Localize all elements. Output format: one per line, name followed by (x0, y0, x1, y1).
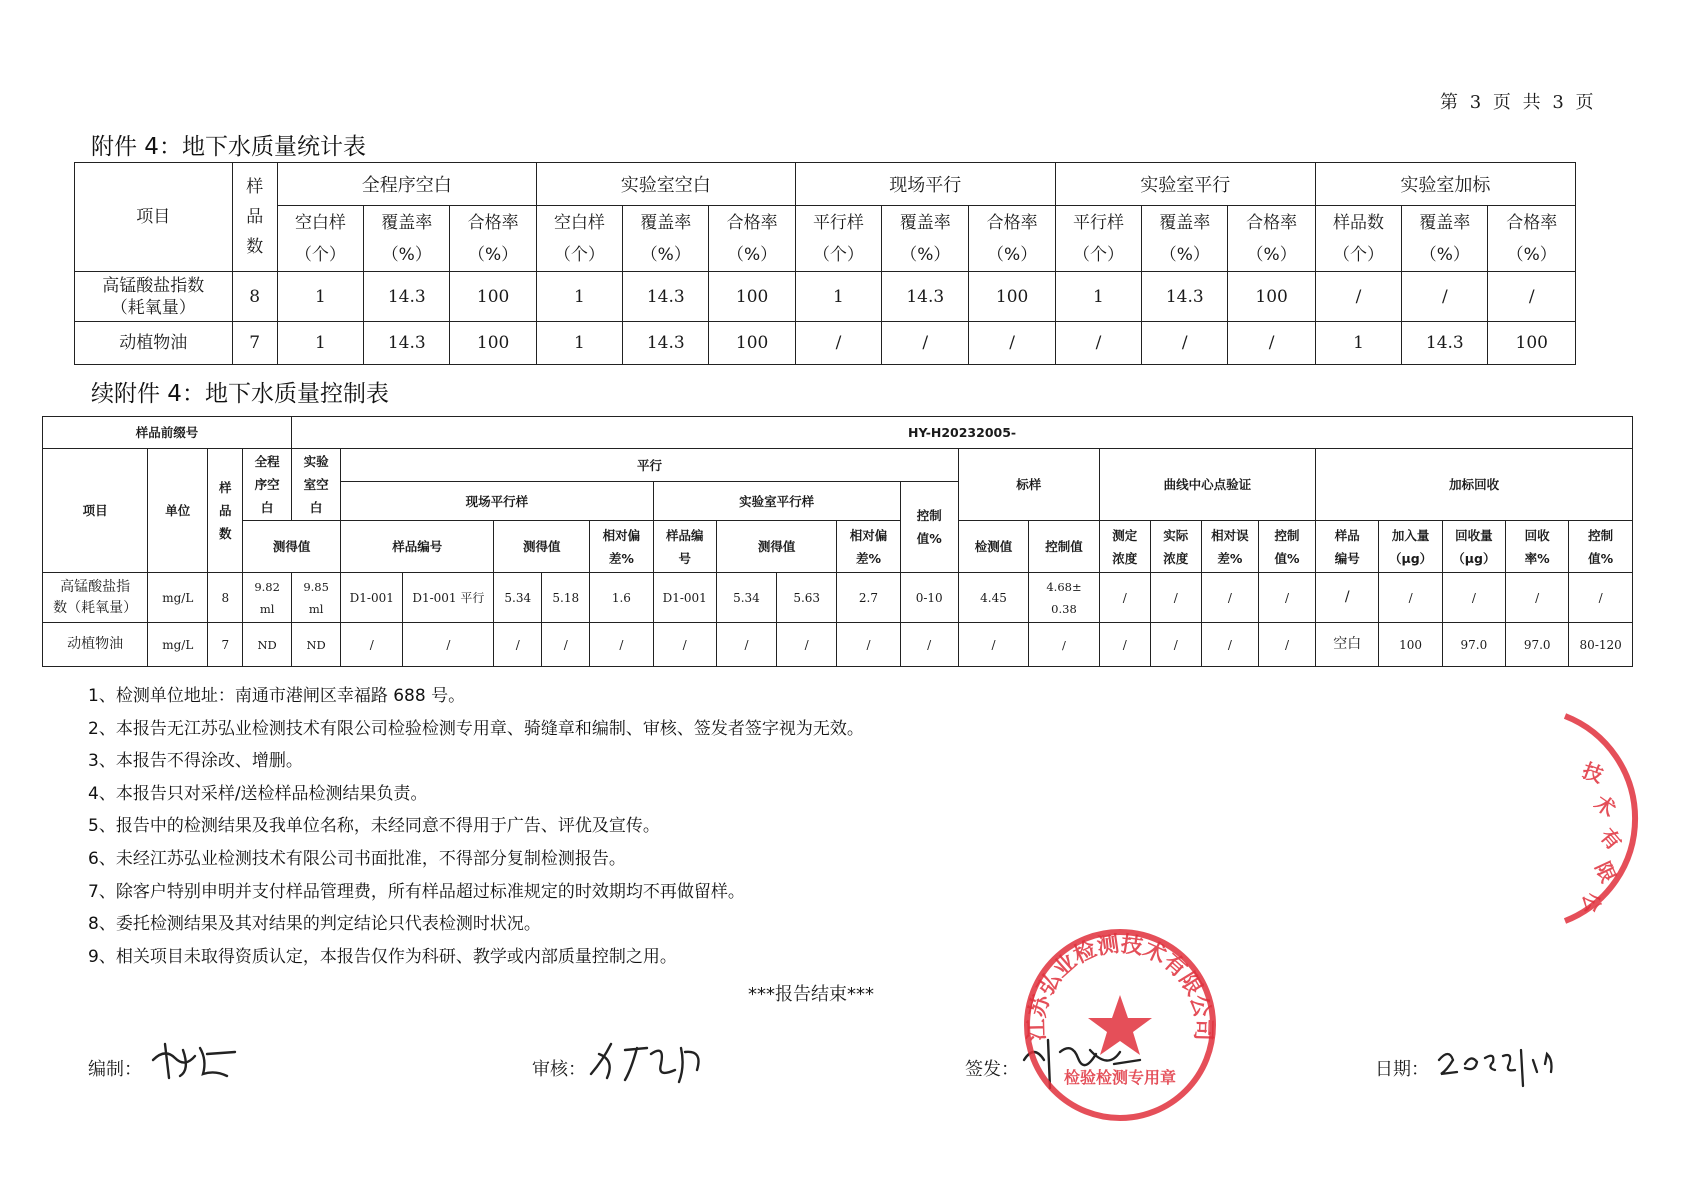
sub-header-line: 平行样 (812, 212, 864, 233)
table1-title: 附件 4：地下水质量统计表 (91, 134, 366, 160)
h-item: 项目 (43, 449, 148, 573)
row-value: 14.3 (1402, 322, 1488, 365)
row-std-ctrl (1029, 573, 1099, 623)
sub-header-line: 覆盖率 (1159, 212, 1211, 233)
sub-header (1402, 206, 1488, 272)
row-count: 8 (208, 573, 243, 623)
sub-header (1142, 206, 1228, 272)
group-header: 现场平行 (795, 163, 1055, 206)
report-end: ***报告结束*** (748, 984, 874, 1005)
svg-text:限: 限 (1590, 857, 1621, 887)
quality-control-table (42, 416, 1633, 667)
sub-header-line: 空白样 (553, 212, 605, 233)
col-count-header: 样品数 (232, 163, 277, 272)
compiled-signature-icon (145, 1030, 245, 1085)
row-item (43, 623, 148, 667)
note-item: 6、未经江苏弘业检测技术有限公司书面批准，不得部分复制检测报告。 (88, 848, 626, 869)
row-fp-no2: D1-001 平行 (403, 573, 494, 623)
h-curve: 曲线中心点验证 (1099, 449, 1315, 521)
row-fp-dev: 1.6 (590, 573, 653, 623)
row-lp-v1: / (716, 623, 776, 667)
sub-header (450, 206, 536, 272)
h-recovered-line: 回收量 (1455, 527, 1493, 543)
h-full-blank: 全程序空白 (243, 449, 292, 521)
sub-header-line: （个） (1332, 244, 1384, 265)
row-curve-value: / (1258, 573, 1315, 623)
row-curve-value: / (1099, 573, 1150, 623)
prefix-value: HY-H20232005- (292, 417, 1633, 449)
row-value: 100 (709, 322, 795, 365)
row-curve-value: / (1201, 623, 1258, 667)
row-value: / (882, 322, 969, 365)
sub-header-line: （%） (381, 244, 432, 265)
row-curve-value: / (1201, 573, 1258, 623)
compiled-label: 编制： (88, 1059, 142, 1080)
sub-header-line: （%） (640, 244, 691, 265)
row-item-line: 动植物油 (67, 636, 124, 652)
row-item-line: （耗氧量） (110, 297, 196, 318)
row-value: / (1315, 272, 1401, 322)
svg-text:技: 技 (1579, 758, 1607, 788)
sub-header-line: （个） (553, 244, 605, 265)
sub-header-line: 合格率 (1506, 212, 1558, 233)
row-fp-v1: / (494, 623, 542, 667)
row-spike-value: 空白 (1316, 623, 1379, 667)
row-curve-value: / (1150, 573, 1201, 623)
group-header: 实验室平行 (1055, 163, 1315, 206)
sub-header-line: （%） (1506, 244, 1557, 265)
h-add-unit: （μg） (1389, 550, 1433, 566)
h-ctrl-pct: 控制值% (1569, 521, 1633, 573)
sub-header (1488, 206, 1576, 272)
sub-header (1055, 206, 1141, 272)
reviewed-signature-icon (585, 1030, 715, 1090)
note-item: 7、除客户特别申明并支付样品管理费，所有样品超过标准规定的时效期均不再做留样。 (88, 881, 745, 902)
seam-seal-icon (1525, 706, 1675, 931)
h-rel-dev: 相对偏差% (837, 521, 900, 573)
row-std-ctrl-line: 0.38 (1051, 601, 1077, 616)
row-value: 1 (1055, 272, 1141, 322)
h-recovered (1442, 521, 1505, 573)
row-value: 1 (536, 322, 622, 365)
row-fp-v2: 5.18 (542, 573, 590, 623)
row-value: / (1142, 322, 1228, 365)
note-item: 4、本报告只对采样/送检样品检测结果负责。 (88, 783, 428, 804)
sub-header (709, 206, 795, 272)
page-number: 第 3 页 共 3 页 (1440, 92, 1597, 113)
row-fp-no1: D1-001 (341, 573, 403, 623)
row-fp-v2: / (542, 623, 590, 667)
row-value: 1 (536, 272, 622, 322)
svg-text:术: 术 (1590, 790, 1621, 822)
row-value: 14.3 (364, 322, 450, 365)
row-std-ctrl-line: 4.68± (1046, 579, 1082, 594)
h-measured: 测得值 (494, 521, 590, 573)
sub-header-line: 覆盖率 (899, 212, 951, 233)
h-spike: 加标回收 (1316, 449, 1633, 521)
row-curve-value: / (1099, 623, 1150, 667)
row-spike-value: / (1569, 573, 1633, 623)
row-lab-blank-line: ND (306, 637, 326, 652)
seal-type-text: 检验检测专用章 (1063, 1068, 1177, 1087)
row-count: 7 (232, 322, 277, 365)
row-spike-value: / (1442, 573, 1505, 623)
row-count: 7 (208, 623, 243, 667)
sub-header (623, 206, 709, 272)
company-seal-icon (1020, 925, 1220, 1125)
reviewed-label: 审核： (532, 1059, 586, 1080)
note-item: 3、本报告不得涂改、增删。 (88, 751, 303, 772)
row-value: / (1055, 322, 1141, 365)
row-std-ctrl (1029, 623, 1099, 667)
row-full-blank-line: ND (257, 637, 277, 652)
h-sample-no: 样品编号 (1316, 521, 1379, 573)
row-full-blank-line: 9.82 (254, 579, 280, 594)
h-rel-err: 相对误差% (1201, 521, 1258, 573)
row-item (75, 322, 233, 365)
row-curve-value: / (1258, 623, 1315, 667)
sub-header (969, 206, 1055, 272)
sub-header-line: 覆盖率 (381, 212, 433, 233)
sub-header-line: 合格率 (1246, 212, 1298, 233)
row-fp-no2: / (403, 623, 494, 667)
sub-header (1315, 206, 1401, 272)
row-value: / (1488, 272, 1576, 322)
prefix-label: 样品前缀号 (43, 417, 292, 449)
row-value: / (969, 322, 1055, 365)
row-count: 8 (232, 272, 277, 322)
sub-header-line: （%） (468, 244, 519, 265)
sub-header-line: （个） (1072, 244, 1124, 265)
h-recovered-unit: （μg） (1452, 550, 1496, 566)
note-item: 2、本报告无江苏弘业检测技术有限公司检验检测专用章、骑缝章和编制、审核、签发者签字视为无效。 (88, 718, 864, 739)
h-measured: 测得值 (243, 521, 341, 573)
h-recovery: 回收率% (1506, 521, 1569, 573)
row-lp-no: D1-001 (653, 573, 716, 623)
row-value: 100 (1488, 322, 1576, 365)
row-unit: mg/L (148, 573, 208, 623)
row-spike-value: / (1379, 573, 1442, 623)
row-lp-dev: / (837, 623, 900, 667)
row-value: 14.3 (364, 272, 450, 322)
row-value: 14.3 (1142, 272, 1228, 322)
row-lp-v1: 5.34 (716, 573, 776, 623)
sub-header-line: （个） (294, 244, 346, 265)
row-unit: mg/L (148, 623, 208, 667)
row-spike-value: 97.0 (1442, 623, 1505, 667)
svg-text:有: 有 (1595, 823, 1627, 855)
row-spike-value: 80-120 (1569, 623, 1633, 667)
group-header: 实验室加标 (1315, 163, 1575, 206)
row-full-blank-line: ml (259, 601, 275, 616)
h-parallel: 平行 (341, 449, 959, 482)
sub-header-line: （%） (1246, 244, 1297, 265)
row-lab-blank-line: ml (308, 601, 324, 616)
h-add-line: 加入量 (1391, 527, 1430, 543)
sub-header-line: （个） (812, 244, 864, 265)
sub-header-line: 样品数 (1332, 212, 1384, 233)
row-value: 100 (450, 322, 536, 365)
row-lp-v2: / (777, 623, 837, 667)
row-fp-dev: / (590, 623, 653, 667)
sub-header (364, 206, 450, 272)
sub-header-line: （%） (987, 244, 1038, 265)
row-value: 100 (450, 272, 536, 322)
col-item-header: 项目 (75, 163, 233, 272)
h-ctrl-val: 控制值 (1029, 521, 1099, 573)
sub-header (277, 206, 363, 272)
h-field-parallel: 现场平行样 (341, 482, 653, 521)
h-add (1379, 521, 1442, 573)
row-std-detect: 4.45 (958, 573, 1028, 623)
row-value: / (1228, 322, 1315, 365)
sub-header-line: 合格率 (726, 212, 778, 233)
quality-statistics-table (74, 162, 1576, 365)
row-fp-no1: / (341, 623, 403, 667)
row-spike-value: 100 (1379, 623, 1442, 667)
h-unit: 单位 (148, 449, 208, 573)
row-value: 100 (709, 272, 795, 322)
sub-header-line: （%） (1419, 244, 1470, 265)
sub-header-line: 合格率 (467, 212, 519, 233)
row-value: 1 (1315, 322, 1401, 365)
notes-list (88, 680, 864, 973)
row-lab-blank (292, 573, 341, 623)
sub-header-line: （%） (727, 244, 778, 265)
h-lab-blank: 实验室空白 (292, 449, 341, 521)
row-item-line: 数（耗氧量） (53, 599, 138, 616)
note-item: 9、相关项目未取得资质认定，本报告仅作为科研、教学或内部质量控制之用。 (88, 946, 677, 967)
row-lp-no: / (653, 623, 716, 667)
row-value: 1 (277, 272, 363, 322)
row-value: 1 (795, 272, 881, 322)
table2-title: 续附件 4：地下水质量控制表 (91, 381, 389, 407)
row-std-detect: / (958, 623, 1028, 667)
h-detect: 检测值 (958, 521, 1028, 573)
row-lp-v2: 5.63 (777, 573, 837, 623)
row-value: 14.3 (623, 272, 709, 322)
row-value: 1 (277, 322, 363, 365)
row-value: 14.3 (882, 272, 969, 322)
row-item-line: 高锰酸盐指数 (102, 275, 205, 296)
row-lp-dev: 2.7 (837, 573, 900, 623)
h-actual-conc: 实际浓度 (1150, 521, 1201, 573)
row-full-blank (243, 623, 292, 667)
h-sample-no: 样品编号 (653, 521, 716, 573)
row-lab-blank-line: 9.85 (303, 579, 329, 594)
row-item (75, 272, 233, 322)
h-sample-no: 样品编号 (341, 521, 494, 573)
h-count: 样品数 (208, 449, 243, 573)
sub-header-line: 空白样 (294, 212, 346, 233)
h-standard: 标样 (958, 449, 1099, 521)
sub-header (882, 206, 969, 272)
sub-header (536, 206, 622, 272)
row-fp-v1: 5.34 (494, 573, 542, 623)
row-std-ctrl-line: / (1062, 637, 1066, 652)
row-item (43, 573, 148, 623)
row-value: / (1402, 272, 1488, 322)
sub-header-line: 覆盖率 (640, 212, 692, 233)
row-spike-value: / (1316, 573, 1379, 623)
row-spike-value: 97.0 (1506, 623, 1569, 667)
sub-header-line: 平行样 (1072, 212, 1124, 233)
issued-label: 签发： (965, 1059, 1019, 1080)
date-handwritten-icon (1435, 1030, 1575, 1090)
sub-header-line: （%） (900, 244, 951, 265)
row-full-blank (243, 573, 292, 623)
date-label: 日期： (1375, 1059, 1429, 1080)
sub-header-line: 覆盖率 (1419, 212, 1471, 233)
svg-text:公: 公 (1578, 890, 1606, 915)
row-value: 100 (1228, 272, 1315, 322)
group-header: 全程序空白 (277, 163, 536, 206)
row-lab-blank (292, 623, 341, 667)
row-ctrl: / (900, 623, 958, 667)
row-spike-value: / (1506, 573, 1569, 623)
sub-header-line: （%） (1159, 244, 1210, 265)
h-measured: 测得值 (716, 521, 836, 573)
sub-header-line: 合格率 (986, 212, 1038, 233)
note-item: 1、检测单位地址：南通市港闸区幸福路 688 号。 (88, 686, 466, 706)
h-meas-conc: 测定浓度 (1099, 521, 1150, 573)
row-value: 14.3 (623, 322, 709, 365)
seal-company-text: 江苏弘业检测技术有限公司 (1024, 932, 1216, 1042)
row-item-line: 高锰酸盐指 (60, 578, 131, 595)
sub-header (795, 206, 881, 272)
note-item: 8、委托检测结果及其对结果的判定结论只代表检测时状况。 (88, 914, 541, 935)
note-item: 5、报告中的检测结果及我单位名称，未经同意不得用于广告、评优及宣传。 (88, 816, 660, 837)
h-ctrl-pct: 控制值% (1258, 521, 1315, 573)
h-rel-dev: 相对偏差% (590, 521, 653, 573)
row-value: / (795, 322, 881, 365)
h-control: 控制值% (900, 482, 958, 573)
row-ctrl: 0-10 (900, 573, 958, 623)
group-header: 实验室空白 (536, 163, 795, 206)
row-curve-value: / (1150, 623, 1201, 667)
row-item-line: 动植物油 (119, 333, 188, 353)
row-value: 100 (969, 272, 1055, 322)
h-lab-parallel: 实验室平行样 (653, 482, 900, 521)
sub-header (1228, 206, 1315, 272)
